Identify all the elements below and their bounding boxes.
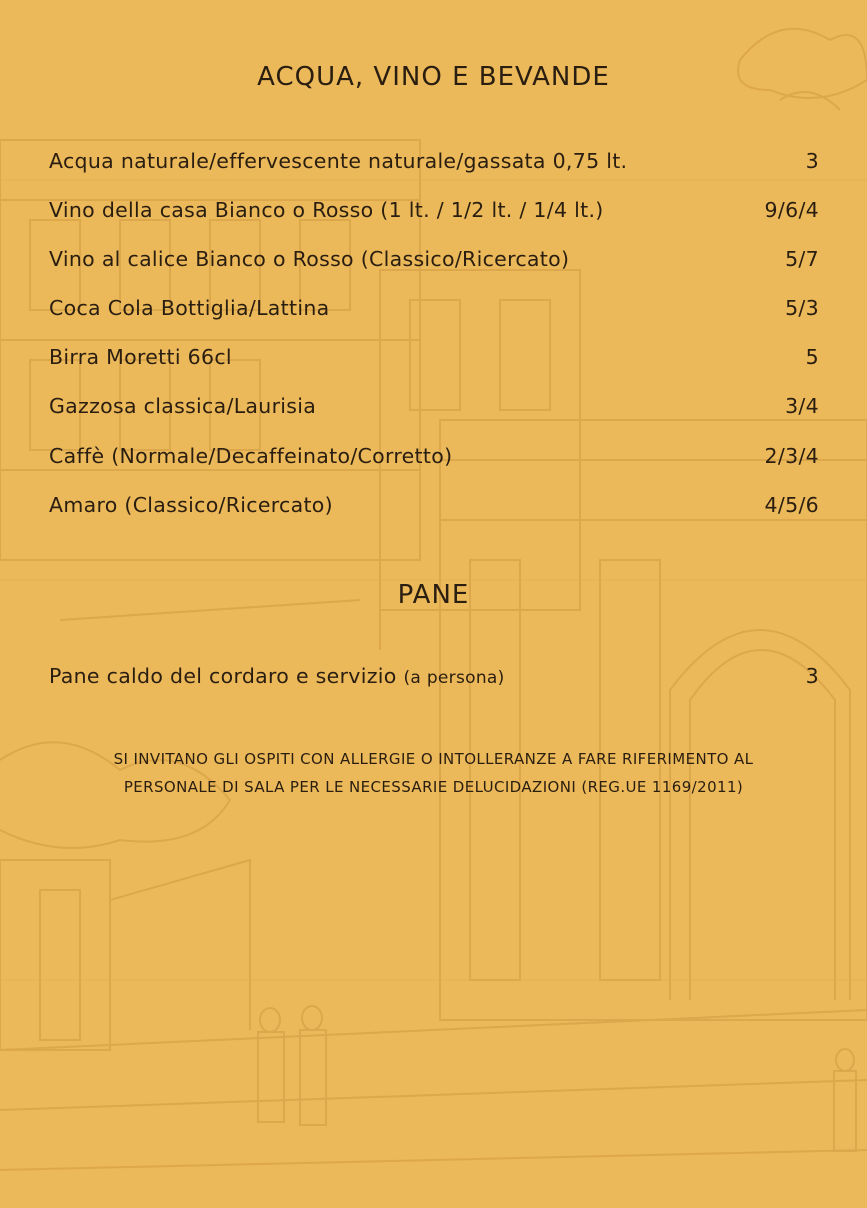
- menu-item: [49, 394, 819, 424]
- menu-item-name: Amaro (Classico/Ricercato): [49, 493, 333, 517]
- menu-item: [49, 493, 819, 523]
- menu-item-price: 5/7: [785, 247, 819, 271]
- bread-item-price: 3: [805, 664, 819, 688]
- menu-item-price: 3: [805, 149, 819, 173]
- menu-item: [49, 247, 819, 277]
- allergy-notice-line-2: PERSONALE DI SALA PER LE NECESSARIE DELUCIDAZIONI (REG.UE 1169/2011): [123, 778, 744, 796]
- menu-item-name: Vino della casa Bianco o Rosso (1 lt. / 1/2 lt. / 1/4 lt.): [49, 198, 604, 222]
- menu-item-price: 4/5/6: [764, 493, 819, 517]
- drinks-section-title: ACQUA, VINO E BEVANDE: [257, 62, 610, 92]
- bread-item-name: Pane caldo del cordaro e servizio: [49, 664, 397, 688]
- menu-item: [49, 444, 819, 474]
- menu-item-name: Vino al calice Bianco o Rosso (Classico/Ricercato): [49, 247, 570, 271]
- menu-item-price: 2/3/4: [764, 444, 819, 468]
- menu-item-price: 5/3: [785, 296, 819, 320]
- menu-item-name: Birra Moretti 66cl: [49, 345, 232, 369]
- menu-item-price: 9/6/4: [764, 198, 819, 222]
- allergy-notice-line-1: SI INVITANO GLI OSPITI CON ALLERGIE O INTOLLERANZE A FARE RIFERIMENTO AL: [113, 750, 754, 768]
- allergy-notice: [60, 745, 807, 801]
- menu-item-name: Coca Cola Bottiglia/Lattina: [49, 296, 330, 320]
- menu-item-name: Acqua naturale/effervescente naturale/gassata 0,75 lt.: [49, 149, 628, 173]
- bread-item-label: [49, 664, 505, 688]
- menu-item: [49, 149, 819, 179]
- menu-item-name: Gazzosa classica/Laurisia: [49, 394, 317, 418]
- menu-item-name: Caffè (Normale/Decaffeinato/Corretto): [49, 444, 453, 468]
- menu-item-price: 3/4: [785, 394, 819, 418]
- bread-item-note: (a persona): [403, 668, 505, 688]
- bread-section-title: PANE: [397, 580, 470, 610]
- bread-item: [49, 664, 819, 694]
- menu-item: [49, 198, 819, 228]
- menu-item: [49, 296, 819, 326]
- menu-item: [49, 345, 819, 375]
- menu-item-price: 5: [805, 345, 819, 369]
